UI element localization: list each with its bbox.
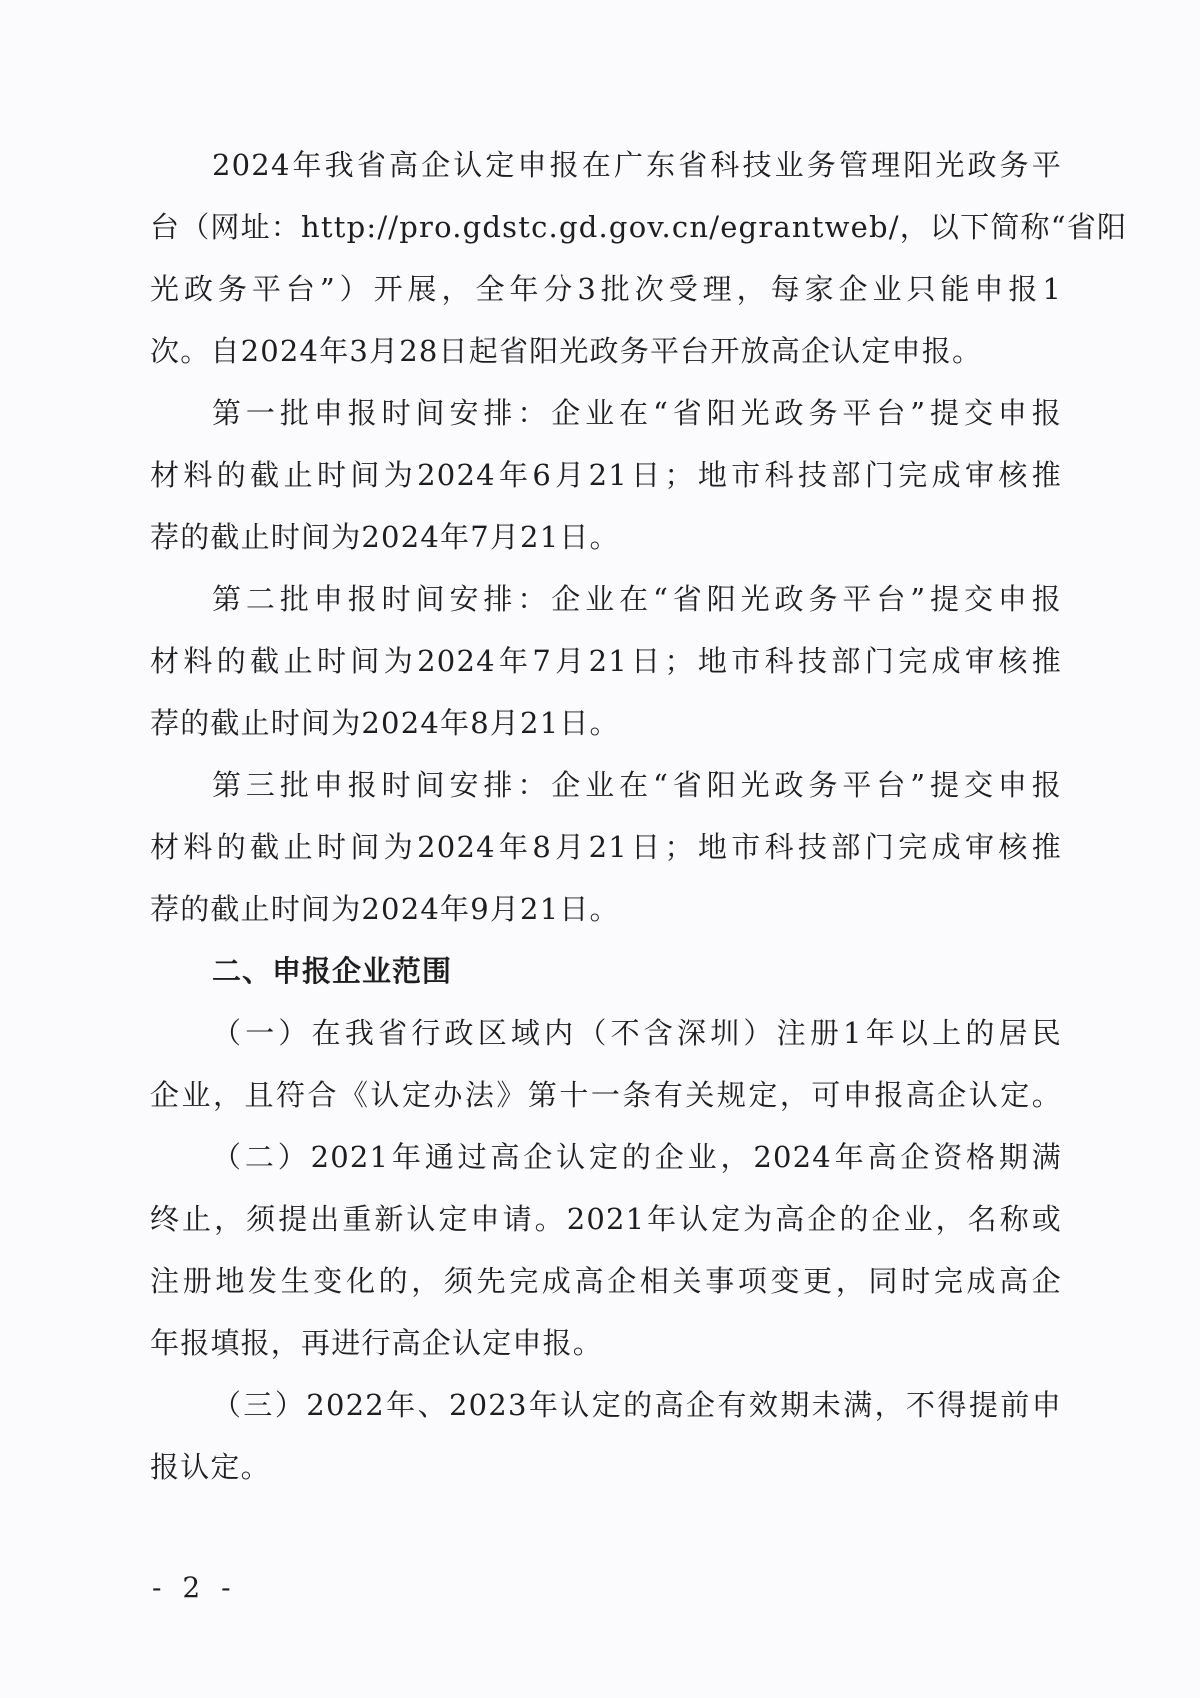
page-number: - 2 - [152, 1571, 237, 1604]
batch-2-line-2: 材料的截止时间为2024年7月21日；地市科技部门完成审核推 [150, 644, 1062, 678]
scope-item-3-line-2: 报认定。 [150, 1450, 271, 1484]
batch-3-line-2: 材料的截止时间为2024年8月21日；地市科技部门完成审核推 [150, 830, 1062, 864]
batch-3-line-3: 荐的截止时间为2024年9月21日。 [150, 892, 620, 926]
scope-item-2-line-2: 终止，须提出重新认定申请。2021年认定为高企的企业，名称或 [150, 1202, 1062, 1236]
scope-item-1-line-2: 企业，且符合《认定办法》第十一条有关规定，可申报高企认定。 [150, 1078, 1062, 1112]
paragraph-intro-line-3: 光政务平台”）开展，全年分3批次受理，每家企业只能申报1 [150, 272, 1062, 306]
scope-item-3-line-1: （三）2022年、2023年认定的高企有效期未满，不得提前申 [212, 1388, 1062, 1422]
batch-2-line-1: 第二批申报时间安排：企业在“省阳光政务平台”提交申报 [212, 582, 1062, 616]
batch-3-line-1: 第三批申报时间安排：企业在“省阳光政务平台”提交申报 [212, 768, 1062, 802]
scope-item-2-line-3: 注册地发生变化的，须先完成高企相关事项变更，同时完成高企 [150, 1264, 1062, 1298]
scope-item-2-line-1: （二）2021年通过高企认定的企业，2024年高企资格期满 [212, 1140, 1062, 1174]
section-heading: 二、申报企业范围 [212, 954, 453, 988]
scope-item-2-line-4: 年报填报，再进行高企认定申报。 [150, 1326, 604, 1360]
paragraph-intro-line-2: 台（网址：http://pro.gdstc.gd.gov.cn/egrantweb/，以下简称“省阳 [150, 210, 1128, 244]
batch-1-line-3: 荐的截止时间为2024年7月21日。 [150, 520, 620, 554]
scope-item-1-line-1: （一）在我省行政区域内（不含深圳）注册1年以上的居民 [212, 1016, 1062, 1050]
batch-1-line-1: 第一批申报时间安排：企业在“省阳光政务平台”提交申报 [212, 396, 1062, 430]
document-page [150, 134, 1128, 1498]
batch-2-line-3: 荐的截止时间为2024年8月21日。 [150, 706, 620, 740]
paragraph-intro-line-1: 2024年我省高企认定申报在广东省科技业务管理阳光政务平 [212, 148, 1062, 182]
batch-1-line-2: 材料的截止时间为2024年6月21日；地市科技部门完成审核推 [150, 458, 1062, 492]
paragraph-intro-line-4: 次。自2024年3月28日起省阳光政务平台开放高企认定申报。 [150, 334, 983, 368]
